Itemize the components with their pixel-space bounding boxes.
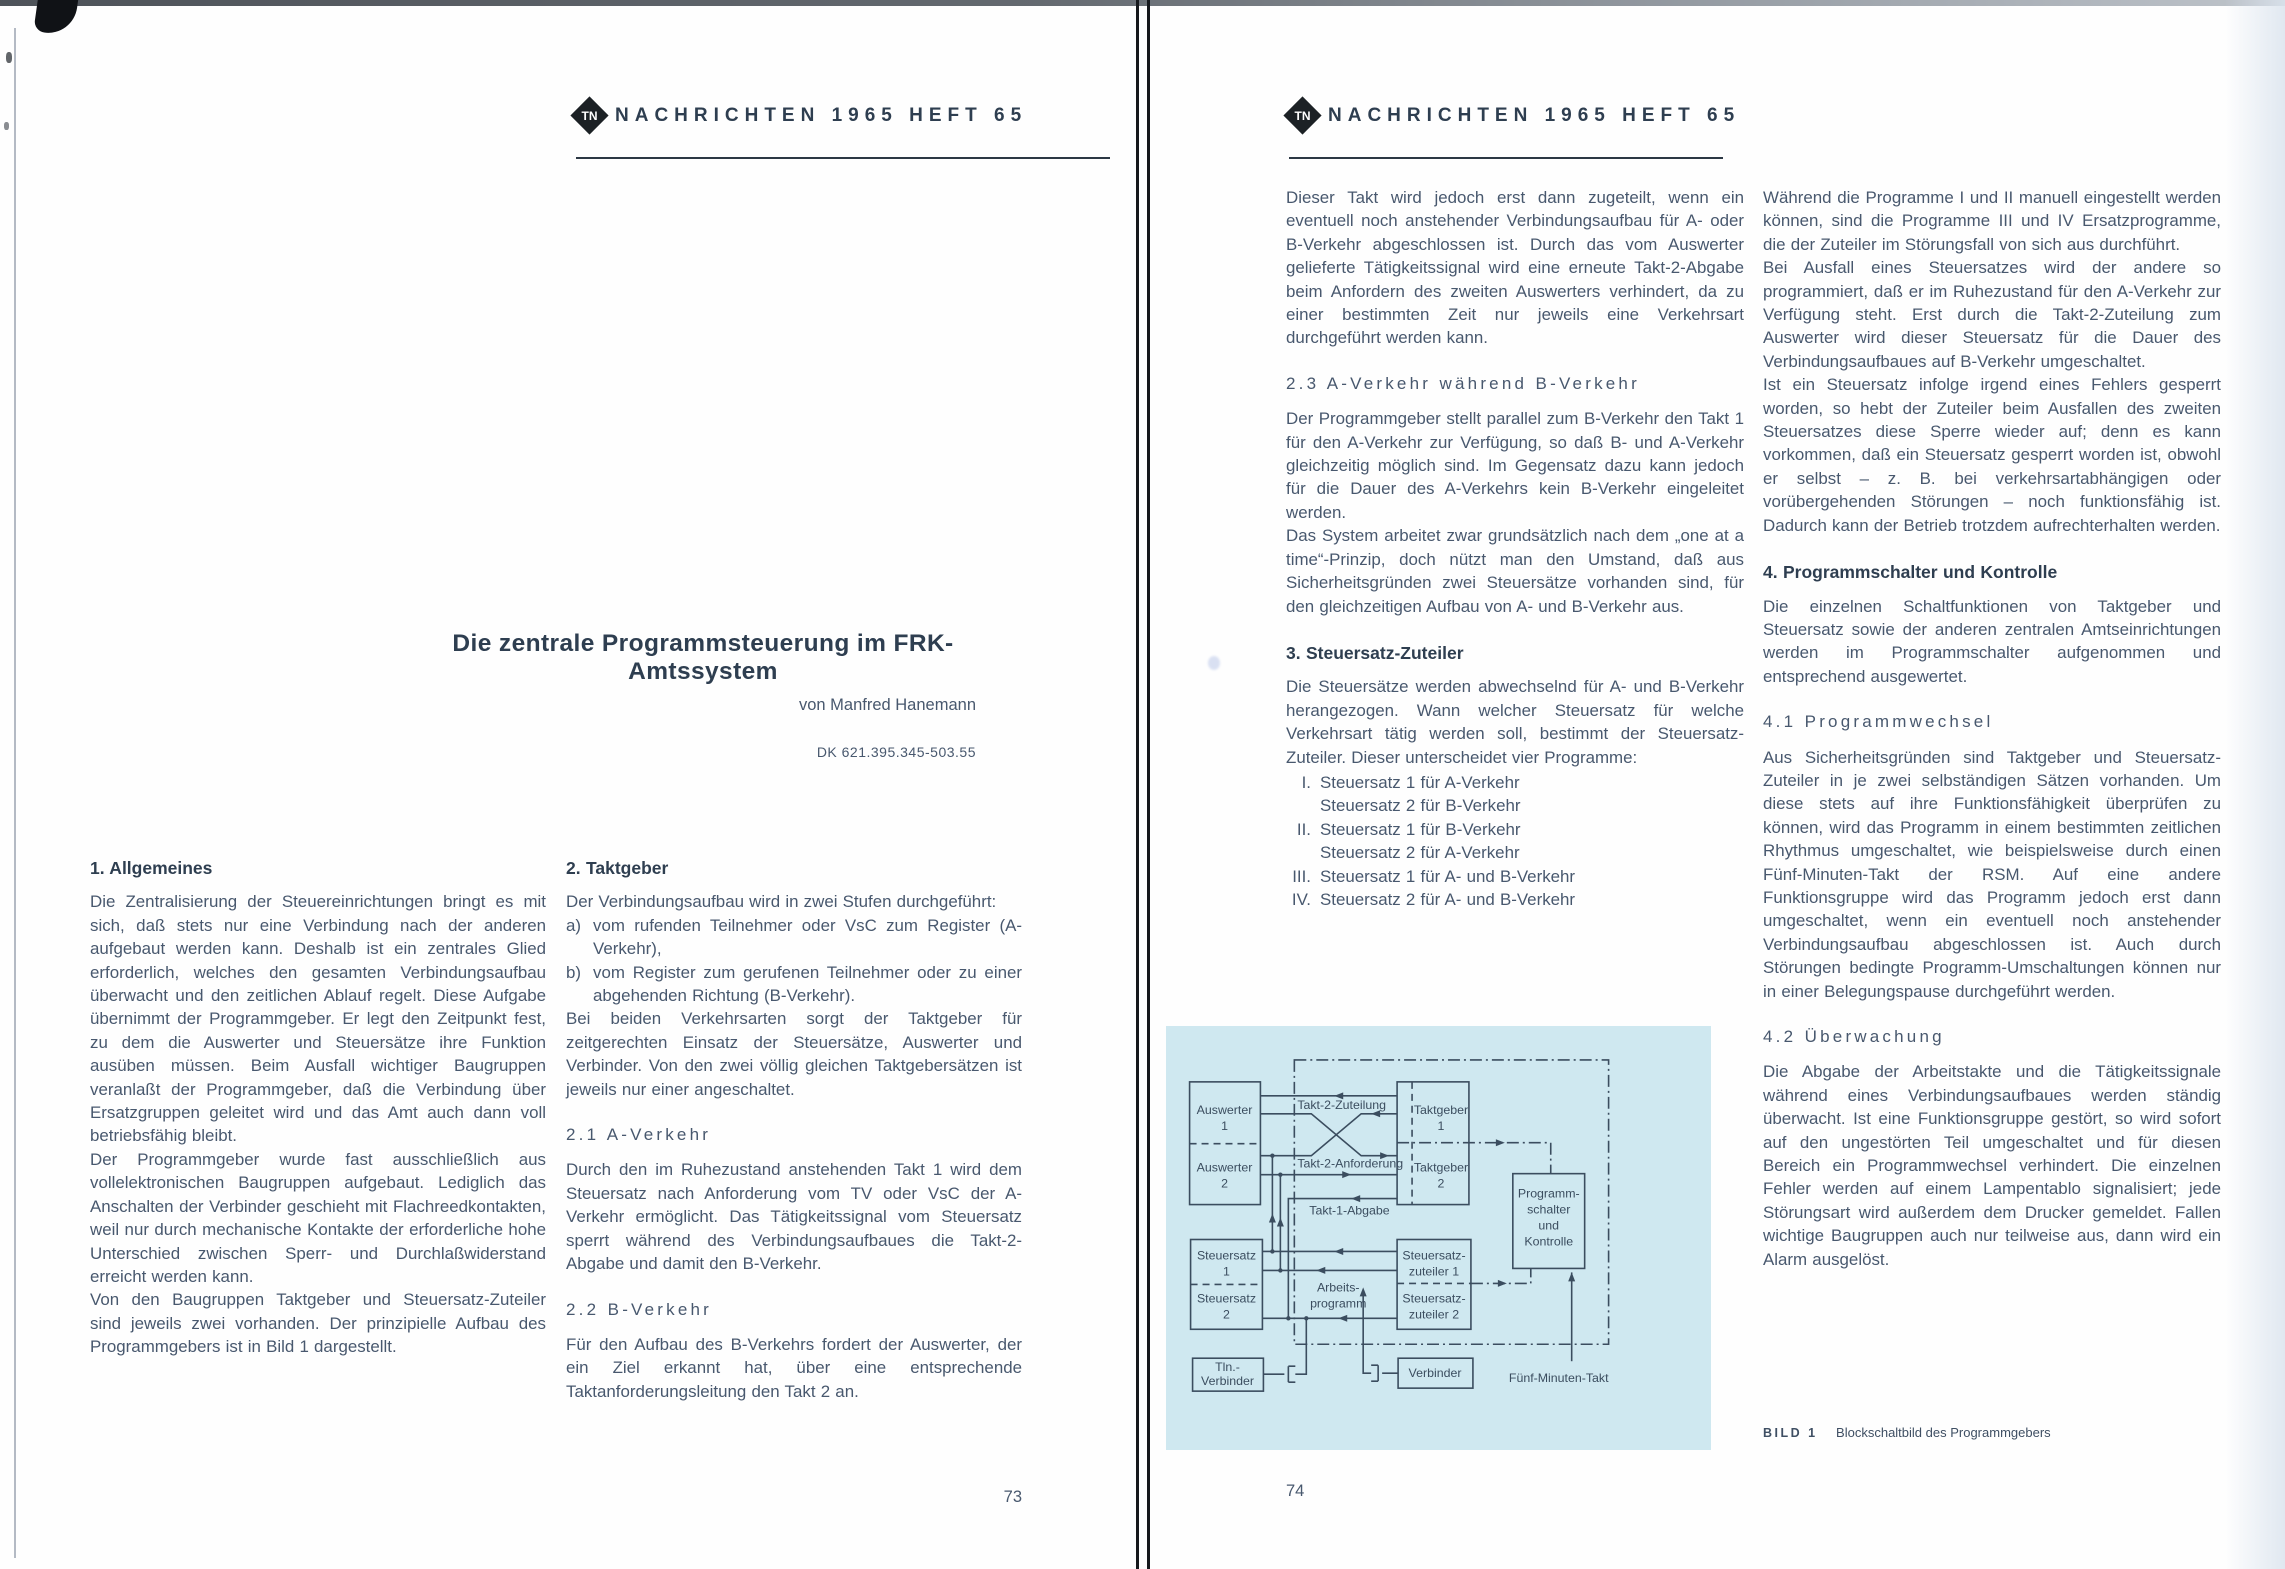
line-label: Takt-2-Anforderung [1297, 1156, 1404, 1171]
program-text: Steuersatz 2 für A-Verkehr [1320, 843, 1520, 863]
tln-verbinder-line [1295, 1318, 1306, 1374]
paragraph: Durch den im Ruhezustand anstehenden Takt 1 wird dem Steuersatz nach Anforderung vom TV oder VsC der A-Verkehr ermöglicht. Das Tätigkeitssignal vom Steuersatz sperrt während des Verbindungsaufbaues die Takt-2-Abgabe und damit den B-Verkehr. [566, 1160, 1022, 1274]
section-heading: 4. Programmschalter und Kontrolle [1763, 562, 2058, 583]
section-heading: 3. Steuersatz-Zuteiler [1286, 642, 1464, 663]
arrow-right-icon [1496, 1139, 1505, 1146]
box-label: Kontrolle [1524, 1234, 1574, 1249]
program-list [1290, 771, 1744, 911]
block-diagram-figure [1166, 1026, 1711, 1450]
figure-caption-text: Blockschaltbild des Programmgebers [1836, 1425, 2051, 1440]
arrow-left-icon [1334, 1248, 1343, 1255]
box-label: Taktgeber [1413, 1102, 1469, 1117]
block-diagram-svg [1166, 1026, 1711, 1450]
program-row [1290, 794, 1744, 817]
masthead-title: NACHRICHTEN 1965 HEFT 65 [615, 104, 1028, 126]
paragraph: Während die Programme I und II manuell eingestellt werden können, sind die Programme III und IV Ersatzprogramme, die der Zuteiler im Störungsfall von sich aus durchführt. [1763, 188, 2221, 254]
box-label: 2 [1221, 1176, 1228, 1191]
box-label: 2 [1223, 1307, 1230, 1322]
box-label: zuteiler 1 [1408, 1264, 1460, 1279]
contact-hook-icon [1288, 1366, 1295, 1382]
box-label: 2 [1437, 1176, 1445, 1191]
paragraph: Der Programmgeber stellt parallel zum B-Verkehr den Takt 1 für den A-Verkehr zur Verfügung, so daß B- und A-Verkehr gleichzeitig möglich sind. Im Gegensatz dazu kann jedoch für die Dauer des A-Verkehrs kein B-Verkehr eingeleitet werden. [1286, 409, 1744, 522]
masthead-rule [576, 157, 1110, 159]
box-label: Verbinder [1408, 1366, 1462, 1381]
masthead-rule [1289, 157, 1723, 159]
junction-dot [1270, 1249, 1274, 1253]
box-label: Auswerter [1196, 1160, 1253, 1175]
tn-logo-icon [1283, 96, 1321, 134]
line-label: Arbeits- [1316, 1280, 1360, 1295]
paragraph: Die Abgabe der Arbeitstakte und die Tätigkeitssignale während eines Verbindungsaufbaues werden ständig überwacht. Ist eine Funktionsgruppe gestört, so wird sofort auf den ungestörten Teil umgeschaltet und für diesen Bereich ein Programmwechsel verhindert. Die einzelnen Fehler werden auf einem Lampentablo signalisiert; jede Störungsart wird außerdem dem Drucker gemeldet. Fallen wichtige Baugruppen auch nur teilweise aus, dann wird ein Alarm ausgelöst. [1763, 1062, 2221, 1269]
program-row [1290, 888, 1744, 911]
arrow-right-icon [1342, 1171, 1351, 1178]
left-page-column-1 [90, 857, 546, 1359]
box-label: Verbinder [1201, 1374, 1254, 1389]
masthead-left [576, 102, 1027, 129]
section-heading: 1. Allgemeines [90, 858, 213, 878]
right-page-column-1 [1286, 186, 1744, 911]
contact-hook-icon [1371, 1365, 1378, 1381]
subsection-heading: 2.3 A-Verkehr während B-Verkehr [1286, 373, 1640, 393]
junction-dot [1278, 1268, 1282, 1272]
line-label: programm [1310, 1296, 1367, 1311]
scan-right-shade [2225, 0, 2285, 1569]
paragraph: Bei beiden Verkehrsarten sorgt der Taktgeber für zeitgerechten Einsatz der Steuersätze, Auswerter und Verbinder. Von den zwei völlig gleichen Taktgebersätzen ist jeweils nur einer angeschaltet. [566, 1009, 1022, 1099]
box-label: und [1538, 1218, 1560, 1233]
paragraph: Dieser Takt wird jedoch erst dann zugeteilt, wenn ein eventuell noch anstehender Verbindungsaufbau für A- oder B-Verkehr abgeschlossen ist. Durch das vom Auswerter gelieferte Tätigkeitssignal wird eine erneute Takt-2-Abgabe beim Anfordern des zweiten Auswerters verhindert, da zu einer bestimmten Zeit nur jeweils eine Verkehrsart durchgeführt werden kann. [1286, 188, 1744, 348]
junction-dot [1304, 1316, 1308, 1320]
scan-left-edge-line [14, 28, 16, 1558]
box-label: 1 [1437, 1118, 1445, 1133]
paragraph: Der Programmgeber wurde fast ausschließlich aus vollelektronischen Baugruppen aufgebaut. Lediglich das Anschalten der Verbinder geschieht mit Flachreedkontakten, weil nur durch mechanische Kontakte der erforderliche hohe Unterschied zwischen Sperr- und Durchlaßwiderstand erreicht werden kann. [90, 1149, 546, 1286]
program-numeral: I. [1301, 772, 1311, 792]
program-numeral: IV. [1291, 889, 1311, 909]
line-label: Fünf-Minuten-Takt [1508, 1371, 1609, 1386]
right-page-column-2 [1763, 186, 2221, 1271]
box-label: Taktgeber [1413, 1160, 1469, 1175]
junction-dot [1278, 1172, 1282, 1176]
list-marker: b) [566, 962, 582, 982]
paragraph: Für den Aufbau des B-Verkehrs fordert der Auswerter, der ein Ziel erkannt hat, über eine entsprechende Taktanforderungsleitung den Takt 2 an. [566, 1334, 1022, 1401]
line-label: Takt-2-Zuteilung [1297, 1097, 1386, 1112]
arrow-left-icon [1338, 1315, 1347, 1322]
masthead-title: NACHRICHTEN 1965 HEFT 65 [1328, 104, 1741, 126]
arrow-up-icon [1568, 1272, 1575, 1281]
page-gutter-line [1136, 0, 1139, 1569]
section-heading: 2. Taktgeber [566, 858, 669, 878]
program-row [1290, 865, 1744, 888]
tn-logo-text: TN [581, 108, 598, 123]
article-dk-number: DK 621.395.345-503.55 [816, 744, 976, 760]
left-page-column-2 [566, 857, 1022, 1403]
paragraph: Bei Ausfall eines Steuersatzes wird der andere so programmiert, daß er im Ruhezustand für den A-Verkehr zur Verfügung steht. Erst durch die Takt-2-Zuteilung zum Auswerter wird dieser Steuersatz für die Dauer des Verbindungsaufbaues auf B-Verkehr umgeschaltet. [1763, 258, 2221, 371]
paragraph: Der Verbindungsaufbau wird in zwei Stufen durchgeführt: [566, 892, 997, 912]
paragraph: Aus Sicherheitsgründen sind Taktgeber und Steuersatz-Zuteiler in je zwei selbständigen Sätzen vorhanden. Um diese stets auf ihre Funktionsfähigkeit überprüfen zu können, wird das Programm in einem bestimmten zeitlichen Rhythmus umgeschaltet, wie beispielsweise durch einen Fünf-Minuten-Takt der RSM. Auf eine andere Funktionsgruppe wird das Programm jedoch erst dann umgeschaltet, wenn ein eventuell noch anstehender Verbindungsaufbau abgeschlossen ist. Auch durch Störungen bedingte Programm-Umschaltungen können nur in einer Belegungspause durchgeführt werden. [1763, 747, 2221, 1001]
program-numeral [1290, 794, 1320, 817]
program-text: Steuersatz 1 für A-Verkehr [1320, 772, 1520, 792]
list-text: vom Register zum gerufenen Teilnehmer oder zu einer abgehenden Richtung (B-Verkehr). [593, 962, 1022, 1006]
program-text: Steuersatz 1 für A- und B-Verkehr [1320, 866, 1576, 886]
paragraph: Das System arbeitet zwar grundsätzlich nach dem „one at a time“-Prinzip, doch nützt man den Umstand, daß aus Sicherheitsgründen zwei Steuersätze vorhanden sind, für den gleichzeitigen Aufbau von A- und B-Verkehr aus. [1286, 526, 1744, 616]
arrow-left-icon [1316, 1267, 1325, 1274]
page-number-right: 74 [1286, 1482, 1305, 1500]
box-label: Steuersatz [1196, 1248, 1257, 1263]
box-label: zuteiler 2 [1408, 1307, 1460, 1322]
program-numeral: II. [1296, 819, 1311, 839]
arrow-up-icon [1277, 1218, 1284, 1227]
article-title: Die zentrale Programmsteuerung im FRK-Amtssystem [452, 630, 954, 685]
paragraph: Ist ein Steuersatz infolge irgend eines Fehlers gesperrt worden, so hebt der Zuteiler beim Ausfallen des zweiten Steuersatzes diese Sperre wieder auf; denn es kann vorkommen, daß ein Steuersatz gesperrt worden ist, obwohl er selbst – z. B. bei verkehrsartabhängigen oder vorübergehenden Störungen – noch funktionsfähig ist. Dadurch kann der Betrieb trotzdem aufrechterhalten werden. [1763, 375, 2221, 535]
arrow-up-icon [1360, 1287, 1367, 1296]
box-label: Steuersatz [1196, 1291, 1257, 1306]
arrow-up-icon [1269, 1214, 1276, 1223]
paragraph: Die einzelnen Schaltfunktionen von Taktgeber und Steuersatz sowie der anderen zentralen Amtseinrichtungen werden im Programmschalter aufgenommen und entsprechend ausgewertet. [1763, 596, 2221, 686]
list-item [566, 914, 1022, 961]
list-marker: a) [566, 915, 582, 935]
program-row [1290, 841, 1744, 864]
cross-line-b [1260, 1114, 1397, 1156]
box-label: Steuersatz- [1402, 1291, 1466, 1306]
program-row [1290, 771, 1744, 794]
junction-dot [1286, 1316, 1290, 1320]
page-number-left: 73 [1003, 1488, 1022, 1506]
scan-speck [6, 52, 12, 63]
paragraph: Von den Baugruppen Taktgeber und Steuersatz-Zuteiler sind jeweils zwei vorhanden. Der prinzipielle Aufbau des Programmgebers ist in Bild 1 dargestellt. [90, 1290, 546, 1357]
paragraph: Die Zentralisierung der Steuereinrichtungen bringt es mit sich, daß stets nur eine Verbindung nach der anderen aufgebaut werden kann. Deshalb ist ein zentrales Glied erforderlich, welches den gesamten Verbindungsaufbau überwacht und den zeitlichen Ablauf regelt. Diese Aufgabe übernimmt der Programmgeber. Er legt den Zeitpunkt fest, zu dem die Auswerter und Steuersätze ihre Funktion ausüben müssen. Beim Ausfall wichtiger Baugruppen veranlaßt der Programmgeber, daß die Verbindung über Ersatzgruppen geleitet wird und das Amt auch dann voll betriebsfähig bleibt. [90, 892, 546, 1146]
paragraph: Die Steuersätze werden abwechselnd für A- und B-Verkehr herangezogen. Wann welcher Steuersatz für welche Verkehrsart tätig werden soll, bestimmt der Steuersatz-Zuteiler. Dieser unterscheidet vier Programme: [1286, 677, 1744, 767]
program-numeral [1290, 841, 1320, 864]
arrow-right-icon [1498, 1280, 1507, 1287]
line-label: Takt-1-Abgabe [1309, 1203, 1390, 1218]
program-text: Steuersatz 1 für B-Verkehr [1320, 819, 1521, 839]
box-label: Programm- [1517, 1186, 1580, 1201]
figure-caption [1763, 1424, 2223, 1442]
junction-dot [1270, 1153, 1274, 1157]
scan-dust-spot [1208, 656, 1220, 670]
program-text: Steuersatz 2 für B-Verkehr [1320, 796, 1521, 816]
box-label: Auswerter [1196, 1102, 1253, 1117]
subsection-heading: 4.1 Programmwechsel [1763, 712, 1994, 732]
cross-line-a [1260, 1114, 1397, 1156]
scan-corner-mark [33, 0, 78, 37]
program-row [1290, 818, 1744, 841]
box-label: Steuersatz- [1402, 1248, 1466, 1263]
article-author: von Manfred Hanemann [798, 696, 976, 714]
page-gutter-line [1147, 0, 1150, 1569]
box-label: Tln.- [1215, 1360, 1240, 1375]
subsection-heading: 2.1 A-Verkehr [566, 1125, 712, 1145]
tn-logo-icon [570, 96, 608, 134]
tn-logo-text: TN [1294, 108, 1311, 123]
box-label: 1 [1221, 1118, 1228, 1133]
scan-top-edge [0, 0, 2285, 6]
figure-caption-label: BILD 1 [1763, 1426, 1818, 1440]
box-label: 1 [1223, 1264, 1230, 1279]
arrow-left-icon [1351, 1195, 1360, 1202]
masthead-right [1289, 102, 1740, 129]
list-text: vom rufenden Teilnehmer oder VsC zum Register (A-Verkehr), [593, 915, 1022, 959]
box-label: schalter [1527, 1202, 1571, 1217]
program-text: Steuersatz 2 für A- und B-Verkehr [1320, 889, 1576, 909]
subsection-heading: 4.2 Überwachung [1763, 1027, 1945, 1046]
scan-speck [4, 122, 9, 130]
subsection-heading: 2.2 B-Verkehr [566, 1299, 713, 1319]
list-item [566, 961, 1022, 1008]
program-numeral: III. [1292, 866, 1311, 886]
